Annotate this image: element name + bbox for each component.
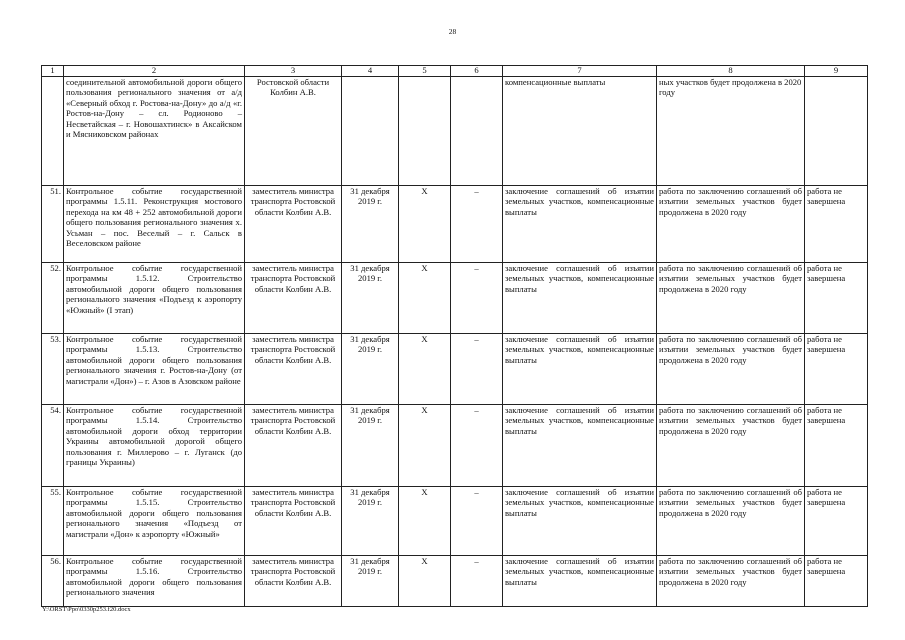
event-cell: соединительной автомобильной дороги общего пользования регионального значения от а/д «Северный обход г. Ростова-на-Дону» до а/д «г. Ростов-на-Дону – сл. Родионово – Несветайская – г. Новошахтинск» в Аксайском и Мясниковском районах [64, 77, 245, 186]
row-number-cell [42, 77, 64, 186]
dash-cell: – [451, 334, 503, 405]
mark-cell: Х [399, 186, 451, 263]
status-cell: работа не завершена [805, 186, 868, 263]
status-cell: работа не завершена [805, 405, 868, 487]
result-cell: заключение соглашений об изъятии земельных участков, компенсационные выплаты [503, 405, 657, 487]
notes-cell: работа по заключению соглашений об изъятии земельных участков будет продолжена в 2020 году [657, 405, 805, 487]
responsible-cell: заместитель министра транспорта Ростовской области Колбин А.В. [245, 556, 342, 607]
responsible-cell: заместитель министра транспорта Ростовской области Колбин А.В. [245, 405, 342, 487]
column-header: 8 [657, 66, 805, 77]
date-cell: 31 декабря 2019 г. [342, 556, 399, 607]
mark-cell [399, 77, 451, 186]
date-cell: 31 декабря 2019 г. [342, 405, 399, 487]
page-number: 28 [448, 27, 457, 36]
table-row [42, 487, 868, 556]
status-cell: работа не завершена [805, 263, 868, 334]
table-row [42, 186, 868, 263]
responsible-cell: заместитель министра транспорта Ростовской области Колбин А.В. [245, 263, 342, 334]
column-header: 5 [399, 66, 451, 77]
event-cell: Контрольное событие государственной программы 1.5.12. Строительство автомобильной дороги общего пользования регионального значения «Подъезд к аэропорту «Южный» (I этап) [64, 263, 245, 334]
mark-cell: Х [399, 334, 451, 405]
column-header: 1 [42, 66, 64, 77]
column-header: 3 [245, 66, 342, 77]
date-cell: 31 декабря 2019 г. [342, 487, 399, 556]
status-cell [805, 77, 868, 186]
column-header: 2 [64, 66, 245, 77]
notes-cell: ных участков будет продолжена в 2020 году [657, 77, 805, 186]
column-number-row [42, 66, 868, 77]
event-cell: Контрольное событие государственной программы 1.5.15. Строительство автомобильной дороги общего пользования регионального значения «Подъезд от магистрали «Дон» к аэропорту «Южный» [64, 487, 245, 556]
notes-cell: работа по заключению соглашений об изъятии земельных участков будет продолжена в 2020 году [657, 334, 805, 405]
row-number-cell: 52. [42, 263, 64, 334]
result-cell: заключение соглашений об изъятии земельных участков, компенсационные выплаты [503, 334, 657, 405]
mark-cell: Х [399, 405, 451, 487]
mark-cell: Х [399, 263, 451, 334]
responsible-cell: заместитель министра транспорта Ростовской области Колбин А.В. [245, 186, 342, 263]
column-header: 9 [805, 66, 868, 77]
responsible-cell: Ростовской области Колбин А.В. [245, 77, 342, 186]
event-cell: Контрольное событие государственной программы 1.5.13. Строительство автомобильной дороги общего пользования регионального значения г. Ростов-на-Дону (от магистрали «Дон») – г. Азов в Азовском районе [64, 334, 245, 405]
dash-cell: – [451, 405, 503, 487]
notes-cell: работа по заключению соглашений об изъятии земельных участков будет продолжена в 2020 году [657, 263, 805, 334]
responsible-cell: заместитель министра транспорта Ростовской области Колбин А.В. [245, 487, 342, 556]
date-cell [342, 77, 399, 186]
result-cell: заключение соглашений об изъятии земельных участков, компенсационные выплаты [503, 186, 657, 263]
dash-cell: – [451, 186, 503, 263]
row-number-cell: 51. [42, 186, 64, 263]
table-row [42, 334, 868, 405]
row-number-cell: 53. [42, 334, 64, 405]
event-cell: Контрольное событие государственной программы 1.5.11. Реконструкция мостового перехода на км 48 + 252 автомобильной дороги общего пользования регионального значения х. Усьман – пос. Веселый – г. Сальск в Веселовском районе [64, 186, 245, 263]
event-cell: Контрольное событие государственной программы 1.5.14. Строительство автомобильной дороги обход территории Украины автомобильной дорогой общего пользования г. Миллерово – г. Луганск (до границы Украины) [64, 405, 245, 487]
dash-cell: – [451, 263, 503, 334]
report-table [41, 65, 868, 607]
table-row [42, 405, 868, 487]
responsible-cell: заместитель министра транспорта Ростовской области Колбин А.В. [245, 334, 342, 405]
status-cell: работа не завершена [805, 334, 868, 405]
row-number-cell: 56. [42, 556, 64, 607]
row-number-cell: 54. [42, 405, 64, 487]
status-cell: работа не завершена [805, 556, 868, 607]
table-row [42, 556, 868, 607]
date-cell: 31 декабря 2019 г. [342, 334, 399, 405]
result-cell: заключение соглашений об изъятии земельных участков, компенсационные выплаты [503, 487, 657, 556]
column-header: 6 [451, 66, 503, 77]
dash-cell: – [451, 487, 503, 556]
column-header: 7 [503, 66, 657, 77]
date-cell: 31 декабря 2019 г. [342, 186, 399, 263]
file-path-footer: Y:\ORST\Ppo\0330p253.f20.docx [42, 606, 131, 613]
table-row-continued [42, 77, 868, 186]
notes-cell: работа по заключению соглашений об изъятии земельных участков будет продолжена в 2020 году [657, 186, 805, 263]
mark-cell: Х [399, 556, 451, 607]
row-number-cell: 55. [42, 487, 64, 556]
dash-cell: – [451, 556, 503, 607]
column-header: 4 [342, 66, 399, 77]
event-cell: Контрольное событие государственной программы 1.5.16. Строительство автомобильной дороги общего пользования регионального значения [64, 556, 245, 607]
notes-cell: работа по заключению соглашений об изъятии земельных участков будет продолжена в 2020 году [657, 556, 805, 607]
status-cell: работа не завершена [805, 487, 868, 556]
result-cell: заключение соглашений об изъятии земельных участков, компенсационные выплаты [503, 263, 657, 334]
result-cell: компенсационные выплаты [503, 77, 657, 186]
notes-cell: работа по заключению соглашений об изъятии земельных участков будет продолжена в 2020 году [657, 487, 805, 556]
result-cell: заключение соглашений об изъятии земельных участков, компенсационные выплаты [503, 556, 657, 607]
date-cell: 31 декабря 2019 г. [342, 263, 399, 334]
mark-cell: Х [399, 487, 451, 556]
table-row [42, 263, 868, 334]
dash-cell [451, 77, 503, 186]
